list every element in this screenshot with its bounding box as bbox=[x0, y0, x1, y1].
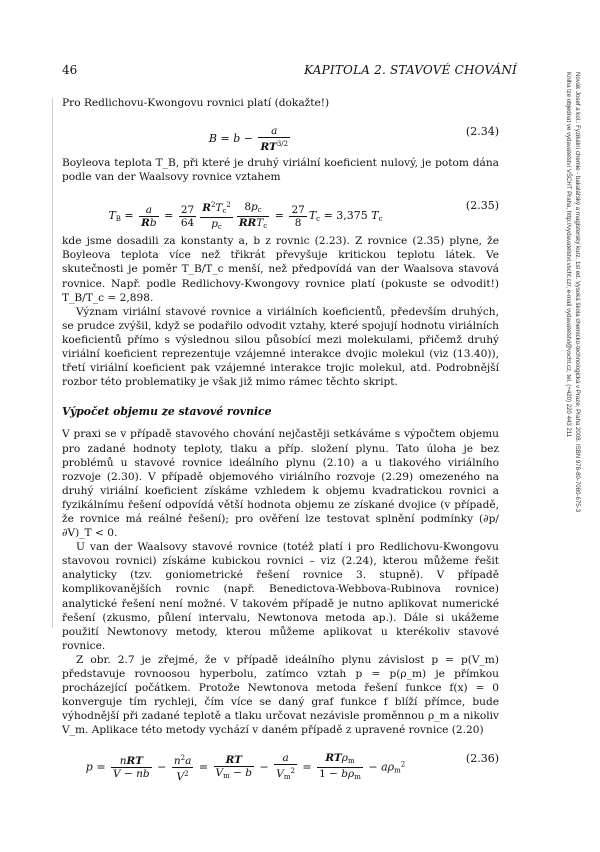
paragraph-2: Boyleova teplota T_B, při které je druhý viriální koeficient nulový, je potom dána podle van der Waalsovy rovnice vztahem bbox=[62, 157, 499, 184]
equation-tag: (2.36) bbox=[465, 752, 499, 766]
paragraph-4: Význam viriální stavové rovnice a viriálních koeficientů, především druhých, se prudce zvýšil, když se podařilo odvodit vztahy, které spojují hodnotu viriálních koeficientů přímo s výslednou silou působící mezi molekulami, přičemž druhý viriální koeficient reprezentuje vzájemné interakce dvojic molekul (viz (13.40)), třetí viriální koeficient pak vzájemné interakce trojic molekul, atd. Podrobnější rozbor této problematiky je však již mimo rámec těchto skript. bbox=[62, 305, 499, 389]
paragraph-7: Z obr. 2.7 je zřejmé, že v případě ideálního plynu závislost p = p(V_m) představuje rovnoosou hyperbolu, zatímco vztah p = p(ρ_m) je přímkou procházející počátkem. Protože Newtonova metoda řešení funkce f(x) = 0 konverguje tím rychleji, čím více se daný graf funkce f blíží přímce, bude výhodnější při zadané teplotě a tlaku určovat nezávisle proměnnou ρ_m a nikoliv V_m. Aplikace této metody vychází v daném případě z upravené rovnice (2.20) bbox=[62, 653, 499, 737]
chapter-title: KAPITOLA 2. STAVOVÉ CHOVÁNÍ bbox=[304, 63, 517, 77]
eq234-exp: 3/2 bbox=[276, 140, 289, 149]
paragraph-5: V praxi se v případě stavového chování nejčastěji setkáváme s výpočtem objemu pro zadané hodnoty teploty, tlaku a příp. složení plynu. Tato úloha je bez problémů u stavové rovnice ideálního plynu (2.10) a u tlakového viriálního rozvoje (2.30). V případě objemového viriálního rozvoje (2.29) omezeného na druhý viriální koeficient získáme vzhledem k objemu kvadratickou rovnici a fyzikálnímu řešení odpovídá větší hodnota objemu ze získané dvojice (v případě, že rovnice má reálné řešení); pro ověření lze testovat splnění podmínky (∂p/∂V)_T < 0. bbox=[62, 428, 499, 540]
side-note-line2: Kniha lze objednat ve vydavatelství VŠCHT Praha, http://vydavatelstvi.vscht.cz/, e-mail vydavatelstvi@vscht.cz, tel. (+420) 220 443 211 bbox=[565, 72, 573, 438]
section-title: Výpočet objemu ze stavové rovnice bbox=[62, 405, 272, 419]
equation-2-36: p = $\frac{\text{nRT}}{V - nb}$ − $\frac{n^2a}{V^2}$ = $\frac{RT}{V_m - b}$ − $\frac{a}{V_m^2}$ = $\frac{RT\rho_m}{1 - b\rho_m}$ − $a\rho_m^2$ (2.36) bbox=[85, 752, 499, 784]
equation-tag: (2.34) bbox=[465, 125, 499, 139]
page-body bbox=[62, 96, 499, 787]
paragraph-3: kde jsme dosadili za konstanty a, b z rovnic (2.23). Z rovnice (2.35) plyne, že Boyleova teplota více než třikrát převyšuje kritickou teplotu látek. Ve skutečnosti je poměr T_B/T_c menší, než předpovídá van der Waalsova stavová rovnice. Např. podle Redlichovy-Kwongovy rovnice platí (pokuste se odvodit!) T_B/T_c = 2,898. bbox=[62, 235, 499, 304]
side-note-line1: Novák Josef a kol.: Fyzikální chemie - bakalářský a magisterský kurz. 1st ed. Vysoká škola chemicko-technologická v Praze, Praha 2008. ISBN 978-80-7080-675-3 bbox=[574, 72, 581, 513]
margin-rule bbox=[52, 98, 53, 628]
equation-2-34: B = b − $\frac{a}{RT^{3/2}}$ (2.34) bbox=[208, 125, 499, 154]
page-number: 46 bbox=[62, 63, 78, 77]
eq234-den: RT bbox=[260, 141, 277, 154]
equation-tag: (2.35) bbox=[465, 199, 499, 213]
equation-2-35: $T_B$ = $\frac{a}{Rb}$ = $\frac{27}{64}$ $\frac{R^2T_c^2}{p_c}$ $\frac{8p_c}{RRT_c}$ = $\frac{27}{8}$ $T_c = 3,375$ $T_c$ (2.35) bbox=[108, 199, 499, 232]
eq234-num: a bbox=[271, 125, 278, 138]
side-note bbox=[523, 72, 581, 852]
paragraph-6: U van der Waalsovy stavové rovnice (totéž platí i pro Redlichovu-Kwongovu stavovou rovnici) získáme kubickou rovnici – viz (2.24), kterou můžeme řešit analyticky (tzv. goniometrické řešení rovnice 3. stupně). V případě komplikovanějších rovnic (např. Benedictova-Webbova-Rubinova rovnice) analytické řešení není možné. V takovém případě je nutno aplikovat numerické řešení (zkusmo, půlení intervalu, Newtonova metoda ap.). Dále si ukážeme použití Newtonovy metody, kterou můžeme aplikovat u kterékoliv stavové rovnice. bbox=[62, 541, 499, 652]
paragraph-1: Pro Redlichovu-Kwongovu rovnici platí (dokažte!) bbox=[62, 97, 330, 109]
